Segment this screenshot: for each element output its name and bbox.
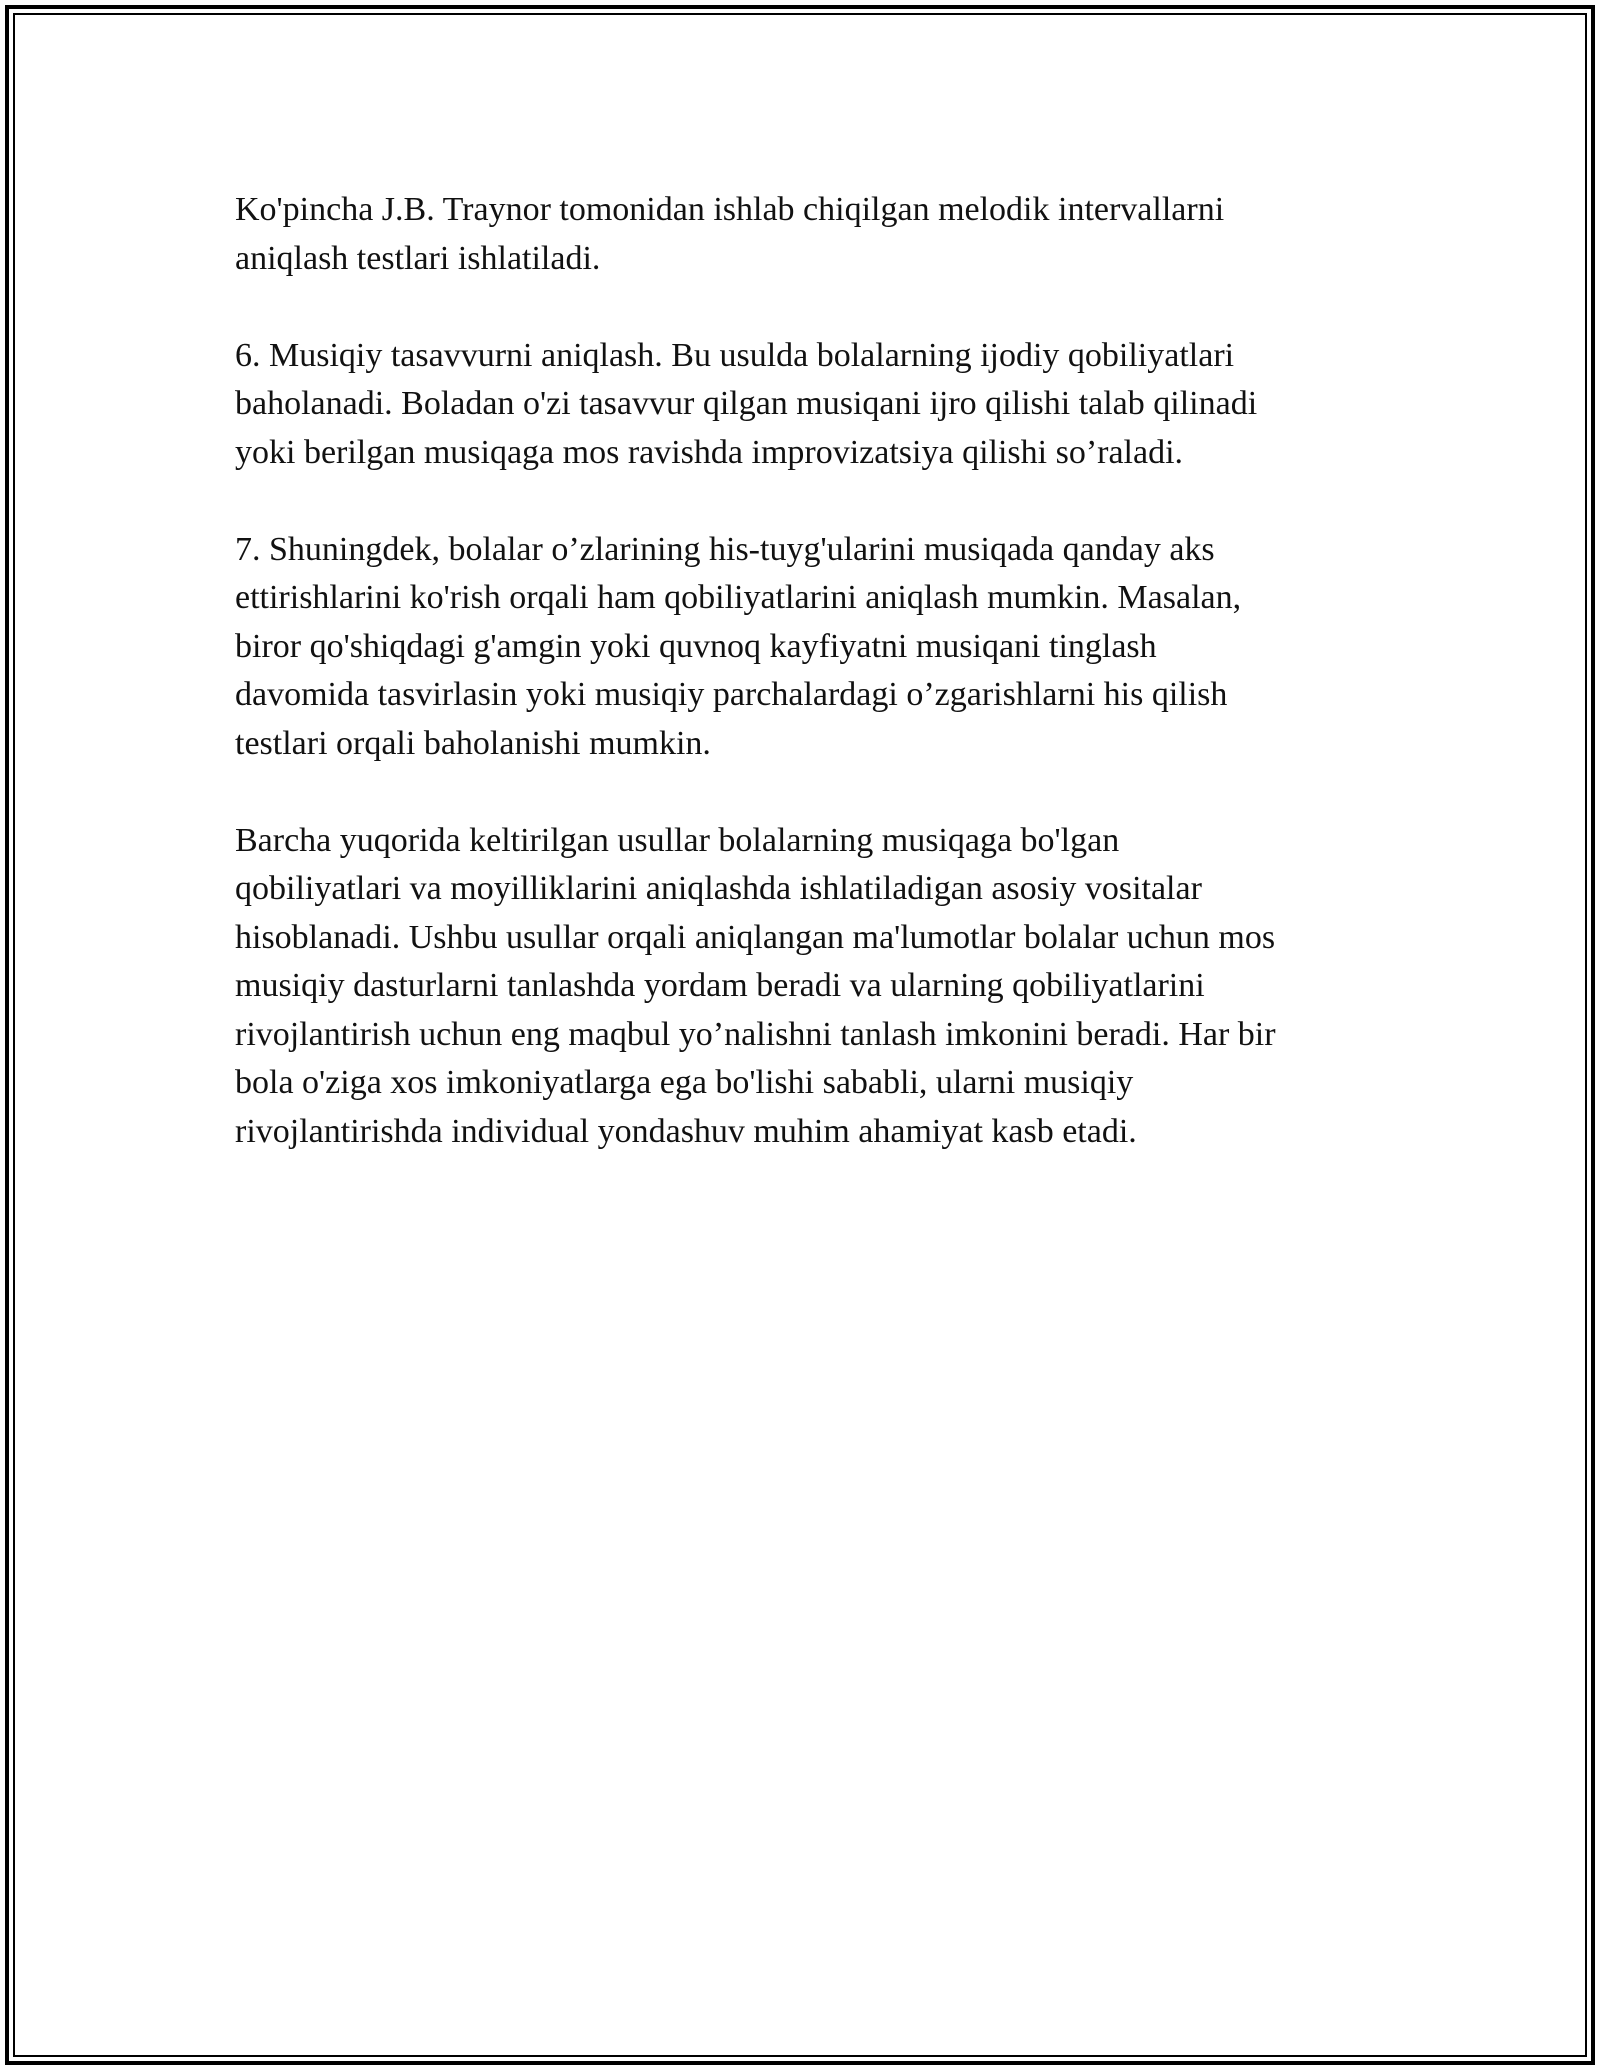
text-line: musiqiy dasturlarni tanlashda yordam beradi va ularning qobiliyatlarini — [235, 967, 1205, 1004]
text-line: testlari orqali baholanishi mumkin. — [235, 724, 711, 762]
text-line: rivojlantirishda individual yondashuv muhim ahamiyat kasb etadi. — [235, 1112, 1137, 1150]
text-line: hisoblanadi. Ushbu usullar orqali aniqlangan ma'lumotlar bolalar uchun mos — [235, 918, 1276, 956]
text-line: Ko'pincha J.B. Traynor tomonidan ishlab chiqilgan melodik intervallarni — [235, 191, 1225, 228]
text-line: bola o'ziga xos imkoniyatlarga ega bo'lishi sababli, ularni musiqiy — [235, 1064, 1134, 1101]
paragraph-conclusion — [235, 817, 1375, 1157]
text-line: aniqlash testlari ishlatiladi. — [235, 239, 601, 277]
text-line: biror qo'shiqdagi g'amgin yoki quvnoq kayfiyatni musiqani tinglash — [235, 627, 1157, 665]
paragraph-intervals — [235, 186, 1375, 283]
document-body — [235, 186, 1375, 1205]
paragraph-item-6 — [235, 332, 1375, 478]
text-line: 6. Musiqiy tasavvurni aniqlash. Bu usulda bolalarning ijodiy qobiliyatlari — [235, 336, 1235, 374]
text-line: yoki berilgan musiqaga mos ravishda improvizatsiya qilishi so’raladi. — [235, 433, 1184, 471]
text-line: rivojlantirish uchun eng maqbul yo’nalishni tanlash imkonini beradi. Har bir — [235, 1015, 1276, 1053]
text-line: Barcha yuqorida keltirilgan usullar bolalarning musiqaga bo'lgan — [235, 821, 1120, 859]
text-line: ettirishlarini ko'rish orqali ham qobiliyatlarini aniqlash mumkin. Masalan, — [235, 579, 1242, 616]
text-line: baholanadi. Boladan o'zi tasavvur qilgan musiqani ijro qilishi talab qilinadi — [235, 385, 1258, 422]
text-line: davomida tasvirlasin yoki musiqiy parchalardagi o’zgarishlarni his qilish — [235, 676, 1228, 713]
text-line: 7. Shuningdek, bolalar o’zlarining his-tuyg'ularini musiqada qanday aks — [235, 530, 1215, 568]
text-line: qobiliyatlari va moyilliklarini aniqlashda ishlatiladigan asosiy vositalar — [235, 870, 1202, 907]
paragraph-item-7 — [235, 526, 1375, 769]
